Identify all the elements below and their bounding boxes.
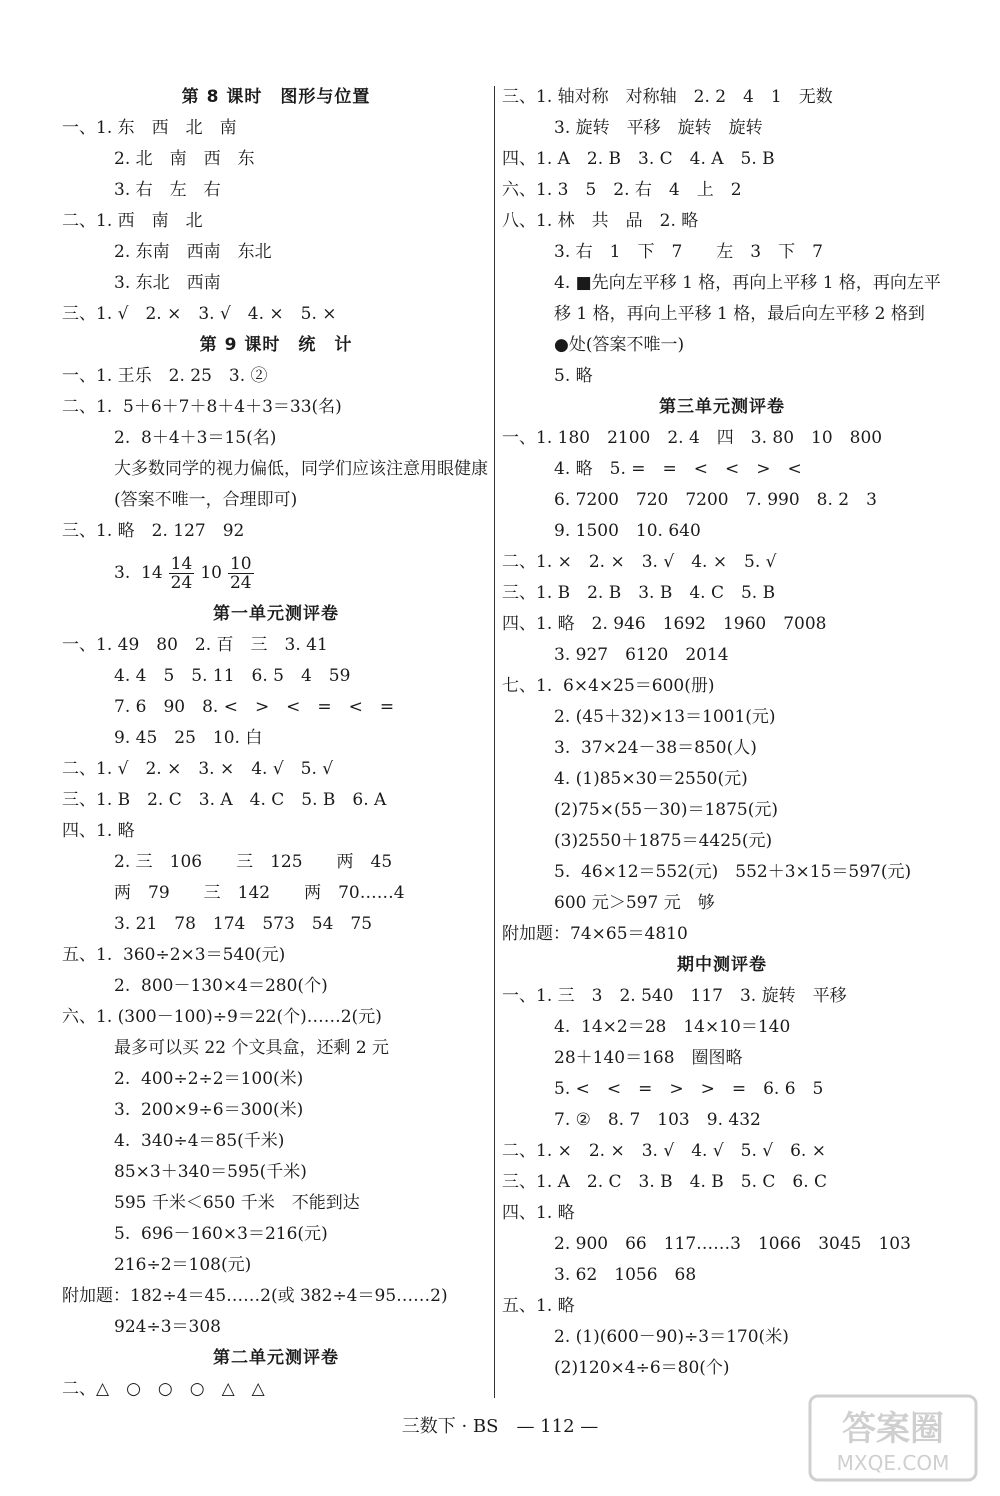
answer-line: 二、1. × 2. × 3. √ 4. × 5. √	[502, 552, 777, 572]
answer-line: ●处(答案不唯一)	[554, 335, 685, 355]
fraction: $\frac{10}{24}$	[229, 554, 252, 593]
section-heading: 期中测评卷	[677, 955, 767, 975]
answer-line: 4. (1)85×30＝2550(元)	[554, 769, 748, 789]
answer-line: 2. 400÷2÷2＝100(米)	[114, 1069, 304, 1089]
answer-line: 四、1. 略	[62, 821, 135, 841]
answer-line: 9. 1500 10. 640	[554, 521, 701, 541]
answer-line: 六、1. 3 5 2. 右 4 上 2	[502, 180, 742, 200]
answer-line: 4. ■先向左平移 1 格，再向上平移 1 格，再向左平	[554, 273, 941, 293]
answer-line: 2. 东南 西南 东北	[114, 242, 272, 262]
answer-line: 两 79 三 142 两 70……4	[114, 883, 405, 903]
answer-line: 二、1. × 2. × 3. √ 4. √ 5. √ 6. ×	[502, 1141, 826, 1161]
answer-line: 3. 62 1056 68	[554, 1265, 697, 1285]
answer-line: 3. 37×24－38＝850(人)	[554, 738, 757, 758]
answer-line: 3. 21 78 174 573 54 75	[114, 914, 373, 934]
answer-line: 3. 旋转 平移 旋转 旋转	[554, 118, 763, 138]
answer-line: 28＋140＝168 圈图略	[554, 1048, 743, 1068]
answer-line: 三、1. B 2. B 3. B 4. C 5. B	[502, 583, 776, 603]
answer-line: 2. 800－130×4＝280(个)	[114, 976, 328, 996]
answer-line: 六、1. (300－100)÷9＝22(个)……2(元)	[62, 1007, 382, 1027]
fraction: $\frac{14}{24}$	[170, 554, 193, 593]
left-column	[62, 82, 490, 1405]
column-divider	[494, 86, 495, 1398]
answer-line: 八、1. 林 共 品 2. 略	[502, 211, 699, 231]
section-heading: 第二单元测评卷	[213, 1348, 339, 1368]
answer-line: 4. 14×2＝28 14×10＝140	[554, 1017, 791, 1037]
section-heading: 第 9 课时 统 计	[199, 335, 353, 355]
answer-line: 4. 4 5 5. 11 6. 5 4 59	[114, 666, 351, 686]
answer-line: 五、1. 360÷2×3＝540(元)	[62, 945, 286, 965]
answer-line: 4. 略 5. = = < < > <	[554, 459, 802, 479]
answer-line: 5. 696－160×3＝216(元)	[114, 1224, 328, 1244]
answer-line: 二、1. √ 2. × 3. × 4. √ 5. √	[62, 759, 334, 779]
answer-line: 2. 北 南 西 东	[114, 149, 255, 169]
answer-line: 四、1. A 2. B 3. C 4. A 5. B	[502, 149, 775, 169]
answer-line: 3. 右 1 下 7 左 3 下 7	[554, 242, 823, 262]
right-column	[502, 82, 942, 1384]
answer-line: 三、1. 略 2. 127 92	[62, 521, 245, 541]
answer-line: 3. 右 左 右	[114, 180, 221, 200]
answer-line: 3. 200×9÷6＝300(米)	[114, 1100, 304, 1120]
svg-text:MXQE.COM: MXQE.COM	[836, 1451, 950, 1475]
answer-line: 三、1. B 2. C 3. A 4. C 5. B 6. A	[62, 790, 387, 810]
answer-line: (2)120×4÷6＝80(个)	[554, 1358, 730, 1378]
answer-line: 7. ② 8. 7 103 9. 432	[554, 1110, 761, 1130]
answer-line: 7. 6 90 8. < > < = < =	[114, 697, 395, 717]
answer-line: 2. 8＋4＋3＝15(名)	[114, 428, 277, 448]
answer-line: 5. 46×12＝552(元) 552＋3×15＝597(元)	[554, 862, 912, 882]
answer-line: 七、1. 6×4×25＝600(册)	[502, 676, 715, 696]
answer-line: 216÷2＝108(元)	[114, 1255, 252, 1275]
answer-line: 一、1. 东 西 北 南	[62, 118, 237, 138]
answer-line: 一、1. 三 3 2. 540 117 3. 旋转 平移	[502, 986, 847, 1006]
answer-line: 5. 略	[554, 366, 593, 386]
answer-line: 二、△ ○ ○ ○ △ △	[62, 1379, 265, 1399]
answer-line: 4. 340÷4＝85(千米)	[114, 1131, 285, 1151]
answer-line: 大多数同学的视力偏低，同学们应该注意用眼健康(答案不唯一，合理即可)	[114, 459, 488, 510]
answer-line-fractions	[62, 547, 490, 599]
section-heading: 第一单元测评卷	[213, 604, 339, 624]
answer-line: 2. 900 66 117……3 1066 3045 103	[554, 1234, 911, 1254]
answer-line: 二、1. 5＋6＋7＋8＋4＋3＝33(名)	[62, 397, 342, 417]
watermark-logo	[808, 1394, 978, 1482]
answer-text: 10	[200, 563, 222, 583]
answer-line: 3. 东北 西南	[114, 273, 221, 293]
answer-line: 2. 三 106 三 125 两 45	[114, 852, 393, 872]
answer-line: 600 元＞597 元 够	[554, 893, 715, 913]
answer-line: 5. < < = > > = 6. 6 5	[554, 1079, 824, 1099]
answer-line: 595 千米＜650 千米 不能到达	[114, 1193, 360, 1213]
answer-line: 三、1. A 2. C 3. B 4. B 5. C 6. C	[502, 1172, 828, 1192]
answer-line: 924÷3＝308	[114, 1317, 221, 1337]
page-footer: 三数下 · BS — 112 —	[401, 1416, 599, 1437]
answer-line: 2. (1)(600－90)÷3＝170(米)	[554, 1327, 789, 1347]
svg-text:答案圈: 答案圈	[842, 1409, 944, 1449]
answer-line: 6. 7200 720 7200 7. 990 8. 2 3	[554, 490, 877, 510]
answer-line: 附加题：182÷4＝45……2(或 382÷4＝95……2)	[62, 1286, 448, 1306]
answer-line: 9. 45 25 10. 白	[114, 728, 263, 748]
answer-line: 三、1. 轴对称 对称轴 2. 2 4 1 无数	[502, 87, 833, 107]
answer-text: 3. 14	[114, 563, 163, 583]
answer-line: 最多可以买 22 个文具盒，还剩 2 元	[114, 1038, 390, 1058]
section-heading: 第 8 课时 图形与位置	[181, 87, 371, 107]
answer-line: 三、1. √ 2. × 3. √ 4. × 5. ×	[62, 304, 337, 324]
answer-line: 一、1. 49 80 2. 百 三 3. 41	[62, 635, 328, 655]
answer-line: 五、1. 略	[502, 1296, 575, 1316]
answer-line: 二、1. 西 南 北	[62, 211, 203, 231]
answer-line: 四、1. 略	[502, 1203, 575, 1223]
answer-line: 一、1. 180 2100 2. 4 四 3. 80 10 800	[502, 428, 883, 448]
answer-line: 3. 927 6120 2014	[554, 645, 729, 665]
section-heading: 第三单元测评卷	[659, 397, 785, 417]
answer-line: 四、1. 略 2. 946 1692 1960 7008	[502, 614, 827, 634]
answer-line: 移 1 格，再向上平移 1 格，最后向左平移 2 格到	[554, 304, 925, 324]
answer-line: (2)75×(55－30)＝1875(元)	[554, 800, 779, 820]
answer-line: 一、1. 王乐 2. 25 3. ②	[62, 366, 268, 386]
answer-line: 85×3＋340＝595(千米)	[114, 1162, 307, 1182]
answer-line: 2. (45＋32)×13＝1001(元)	[554, 707, 776, 727]
answer-line: 附加题：74×65＝4810	[502, 924, 688, 944]
answer-line: (3)2550＋1875＝4425(元)	[554, 831, 773, 851]
